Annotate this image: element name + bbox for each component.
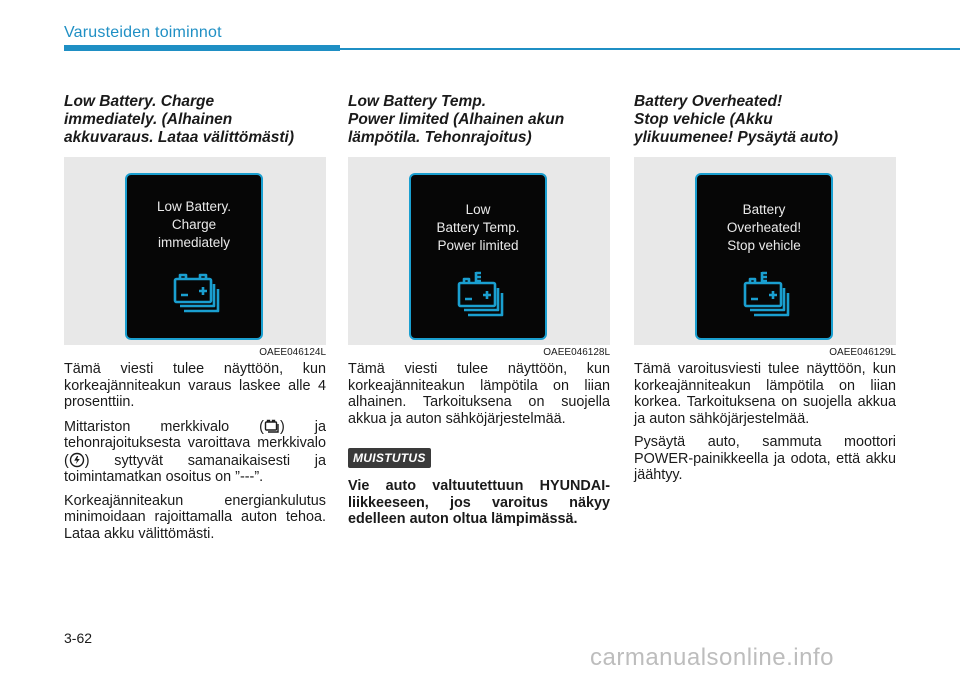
column-low-battery (64, 93, 326, 549)
heading-line: ylikuumenee! Pysäytä auto) (634, 129, 839, 146)
heading-line: Low Battery. Charge (64, 93, 215, 110)
paragraph: Tämä varoitusviesti tulee näyttöön, kun korkeajänniteakun lämpötila on liian korkea. Tarkoituksena on suojella akkua ja auton sähköjärjestelmää. (634, 361, 896, 427)
display-line: Battery (742, 202, 786, 217)
battery-icon (172, 271, 222, 313)
paragraph-text: ) syttyvät samanaikaisesti ja toimintamatkan osoitus on ”---”. (64, 452, 326, 485)
display-line: Charge (171, 217, 217, 232)
cluster-display (695, 173, 833, 340)
page-number: 3-62 (64, 630, 93, 646)
figure-low-battery-temp (348, 157, 610, 345)
battery-warning-icon (264, 418, 280, 434)
display-line: Stop vehicle (727, 238, 801, 253)
display-message (127, 198, 261, 252)
figure-battery-overheated (634, 157, 896, 345)
header-rule-thin (340, 48, 960, 50)
display-message (411, 201, 545, 255)
heading-low-battery (64, 93, 326, 157)
note-text: Vie auto valtuutettuun HYUNDAI-liikkeeseen, jos varoitus näkyy edelleen auton oltua lämpimässä. (348, 478, 610, 527)
cluster-display (409, 173, 547, 340)
heading-battery-overheated (634, 93, 896, 157)
heading-line: Stop vehicle (Akku (634, 111, 773, 128)
paragraph-text: ) ja tehonrajoituksesta varoittava merkkivalo ( (64, 418, 326, 469)
paragraph: Tämä viesti tulee näyttöön, kun korkeajänniteakun varaus laskee alle 4 prosenttiin. (64, 361, 326, 410)
display-line: Overheated! (726, 220, 802, 235)
figure-code: OAEE046128L (543, 347, 610, 358)
battery-temperature-icon (456, 269, 506, 317)
display-line: Battery Temp. (436, 220, 520, 235)
heading-line: immediately. (Alhainen (64, 111, 233, 128)
paragraph: Pysäytä auto, sammuta moottori POWER-painikkeella ja odota, että akku jäähtyy. (634, 434, 896, 483)
figure-code: OAEE046129L (829, 347, 896, 358)
heading-line: Power limited (Alhainen akun (348, 111, 565, 128)
paragraph-text: Mittariston merkkivalo ( (64, 418, 264, 435)
header-rule-thick (64, 45, 340, 51)
display-message (697, 201, 831, 255)
section-title: Varusteiden toiminnot (64, 24, 222, 41)
note-badge: MUISTUTUS (348, 448, 431, 468)
paragraph: Tämä viesti tulee näyttöön, kun korkeajänniteakun lämpötila on liian alhainen. Tarkoituksena on suojella akkua ja auton sähköjärjestelmää. (348, 361, 610, 427)
watermark: carmanualsonline.info (590, 644, 834, 671)
column-low-battery-temp (348, 93, 610, 528)
display-line: Low Battery. (156, 199, 232, 214)
heading-line: Low Battery Temp. (348, 93, 487, 110)
paragraph-indicators (64, 418, 326, 486)
power-limit-icon (69, 452, 85, 468)
column-battery-overheated (634, 93, 896, 491)
display-line: immediately (157, 235, 231, 250)
battery-overheat-icon (742, 269, 792, 317)
heading-line: akkuvaraus. Lataa välittömästi) (64, 129, 295, 146)
figure-code: OAEE046124L (259, 347, 326, 358)
paragraph: Korkeajänniteakun energiankulutus minimoidaan rajoittamalla auton tehoa. Lataa akku välittömästi. (64, 492, 326, 542)
heading-line: Battery Overheated! (634, 93, 783, 110)
figure-low-battery (64, 157, 326, 345)
heading-low-battery-temp (348, 93, 610, 157)
heading-line: lämpötila. Tehonrajoitus) (348, 129, 532, 146)
display-line: Low (465, 202, 491, 217)
cluster-display (125, 173, 263, 340)
display-line: Power limited (437, 238, 519, 253)
